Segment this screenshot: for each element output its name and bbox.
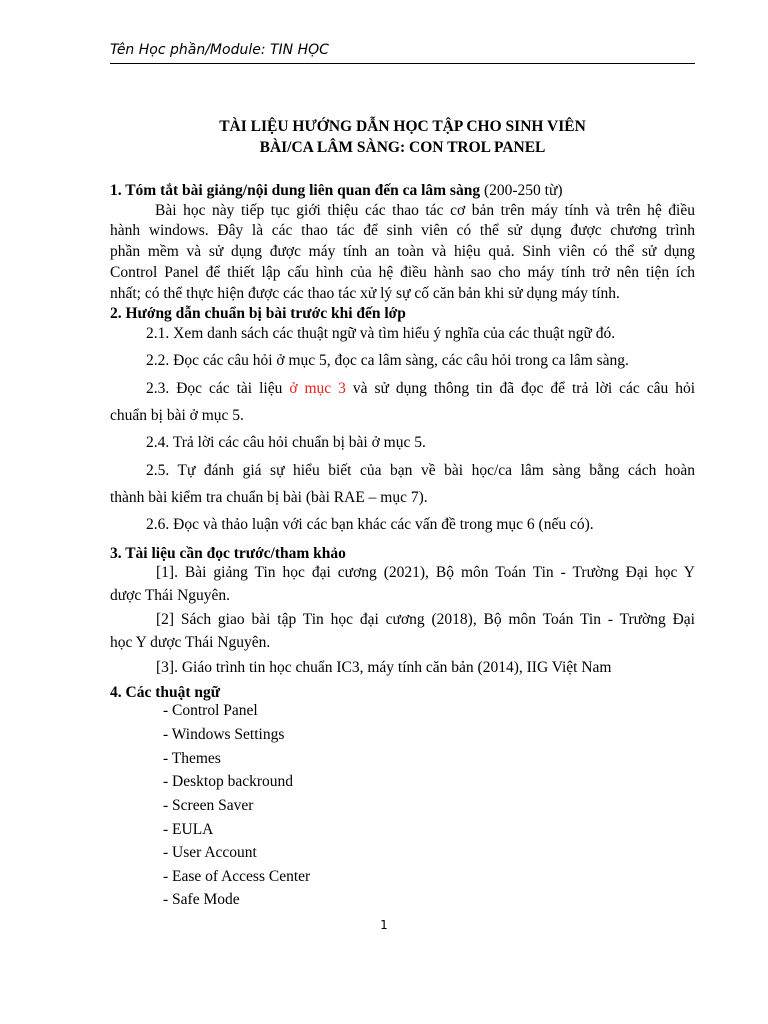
- section-4-heading: 4. Các thuật ngữ: [110, 684, 221, 701]
- section-1-paragraph-line: Bài học này tiếp tục giới thiệu các thao tác cơ bản trên máy tính và trên hệ điều: [155, 202, 695, 219]
- section-1-heading-bold: 1. Tóm tắt bài giảng/nội dung liên quan đến ca lâm sàng: [110, 182, 481, 199]
- reference-item: [2] Sách giao bài tập Tin học đại cương (2018), Bộ môn Toán Tin - Trường Đại: [156, 611, 695, 628]
- section-1-paragraph-line: nhất; có thể thực hiện được các thao tác xử lý sự cố căn bản khi sử dụng máy tính.: [110, 285, 620, 302]
- section-3-heading: 3. Tài liệu cần đọc trước/tham khảo: [110, 545, 346, 562]
- section-1-paragraph-line: phần mềm và sử dụng được máy tính an toàn và hiệu quả. Sinh viên có thể sử dụng: [110, 243, 695, 260]
- reference-item: [1]. Bài giảng Tin học đại cương (2021), Bộ môn Toán Tin - Trường Đại học Y: [156, 564, 695, 581]
- section-2-item-text: và sử dụng thông tin đã đọc để trả lời các câu hỏi: [345, 380, 695, 397]
- term-item: - Screen Saver: [163, 797, 254, 814]
- term-item: - Themes: [163, 750, 221, 767]
- section-2-item: 2.1. Xem danh sách các thuật ngữ và tìm hiểu ý nghĩa của các thuật ngữ đó.: [146, 325, 616, 342]
- section-2-heading: 2. Hướng dẫn chuẩn bị bài trước khi đến lớp: [110, 305, 406, 322]
- term-item: - Ease of Access Center: [163, 868, 311, 885]
- section-1-heading: [110, 181, 695, 201]
- section-2-item: 2.6. Đọc và thảo luận với các bạn khác các vấn đề trong mục 6 (nếu có).: [146, 516, 594, 533]
- document-title-line2: BÀI/CA LÂM SÀNG: CON TROL PANEL: [259, 139, 546, 156]
- term-item: - EULA: [163, 821, 214, 838]
- reference-item-continuation: học Y dược Thái Nguyên.: [110, 634, 271, 651]
- term-item: - Desktop backround: [163, 773, 293, 790]
- reference-item-continuation: dược Thái Nguyên.: [110, 587, 231, 604]
- document-title-line1: TÀI LIỆU HƯỚNG DẪN HỌC TẬP CHO SINH VIÊN: [219, 118, 586, 135]
- section-1-paragraph-line: Control Panel để thiết lập cấu hình của hệ điều hành sao cho máy tính trở nên tiện ích: [110, 264, 695, 281]
- section-2-item-continuation: chuẩn bị bài ở mục 5.: [110, 407, 244, 424]
- section-2-item: 2.5. Tự đánh giá sự hiểu biết của bạn về bài học/ca lâm sàng bằng cách hoàn: [146, 462, 695, 479]
- page-header: Tên Học phần/Module: TIN HỌC: [110, 42, 695, 64]
- term-item: - User Account: [163, 844, 257, 861]
- section-2-item: 2.2. Đọc các câu hỏi ở mục 5, đọc ca lâm sàng, các câu hỏi trong ca lâm sàng.: [146, 352, 629, 369]
- page-number: 1: [380, 918, 388, 932]
- term-item: - Windows Settings: [163, 726, 285, 743]
- section-1-heading-note: (200-250 từ): [480, 182, 563, 199]
- section-2-item: 2.4. Trả lời các câu hỏi chuẩn bị bài ở mục 5.: [146, 434, 426, 451]
- section-2-item-text: 2.3. Đọc các tài liệu: [146, 380, 290, 397]
- term-item: - Control Panel: [163, 702, 258, 719]
- section-2-item: [146, 379, 695, 399]
- section-1-paragraph-line: hành windows. Đây là các thao tác để sinh viên có thể sử dụng được chương trình: [110, 222, 695, 239]
- section-2-item-continuation: thành bài kiểm tra chuẩn bị bài (bài RAE – mục 7).: [110, 489, 428, 506]
- section-3-reference-link[interactable]: ở mục 3: [289, 380, 346, 397]
- reference-item: [3]. Giáo trình tin học chuẩn IC3, máy tính căn bản (2014), IIG Việt Nam: [156, 659, 612, 676]
- term-item: - Safe Mode: [163, 891, 240, 908]
